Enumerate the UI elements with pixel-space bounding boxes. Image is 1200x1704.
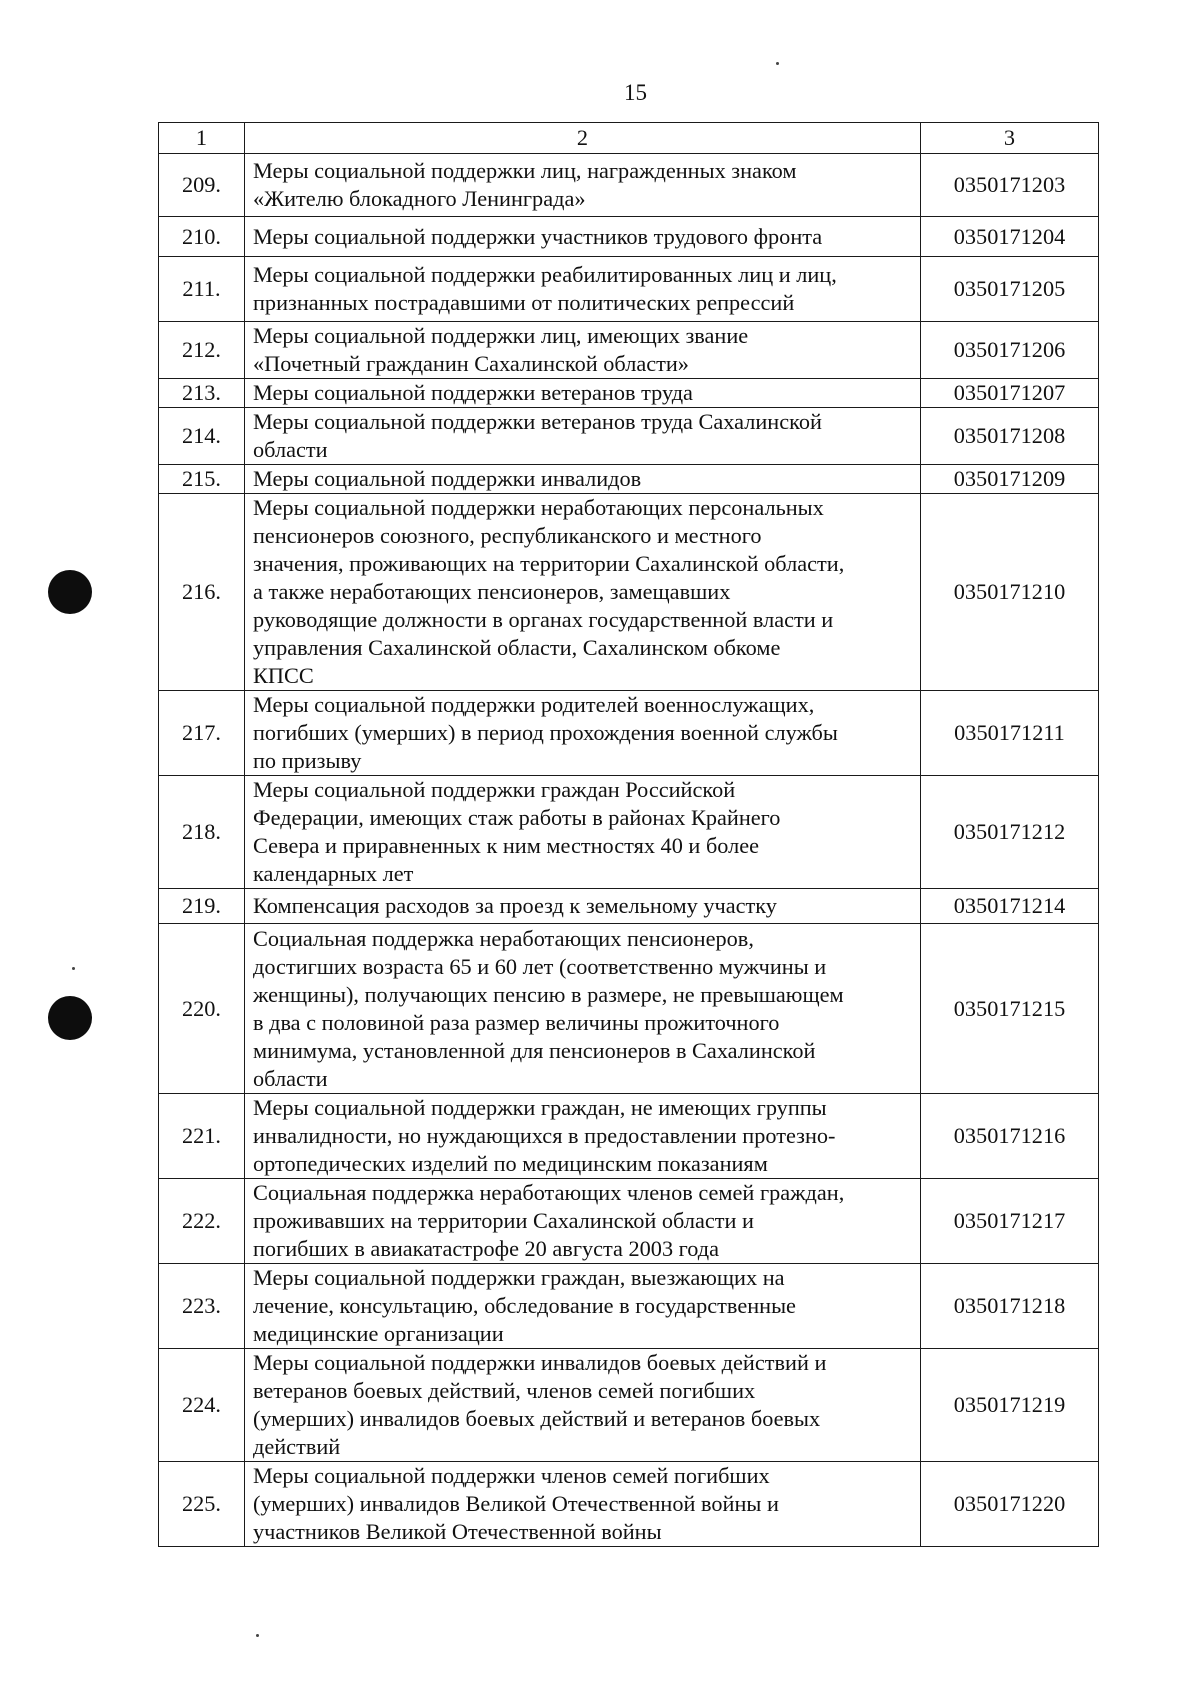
row-description: Меры социальной поддержки граждан Российской Федерации, имеющих стаж работы в районах Крайнего Севера и приравненных к ним местностях 40 и более календарных лет: [245, 776, 921, 889]
table-row: [159, 322, 1099, 379]
row-description: Меры социальной поддержки инвалидов: [245, 465, 921, 494]
table-row: [159, 257, 1099, 322]
row-code: 0350171211: [921, 691, 1099, 776]
punch-hole-mark-upper: [48, 570, 92, 614]
row-number: 223.: [159, 1264, 245, 1349]
header-col-3: 3: [921, 123, 1099, 154]
budget-code-table: [158, 122, 1099, 1547]
row-code: 0350171217: [921, 1179, 1099, 1264]
row-description: Меры социальной поддержки граждан, выезжающих на лечение, консультацию, обследование в государственные медицинские организации: [245, 1264, 921, 1349]
row-number: 225.: [159, 1462, 245, 1547]
table-row: [159, 1264, 1099, 1349]
row-number: 214.: [159, 408, 245, 465]
scan-speck: [72, 967, 75, 970]
row-description: Меры социальной поддержки инвалидов боевых действий и ветеранов боевых действий, членов семей погибших (умерших) инвалидов боевых действий и ветеранов боевых действий: [245, 1349, 921, 1462]
table-header-row: [159, 123, 1099, 154]
row-description: Социальная поддержка неработающих членов семей граждан, проживавших на территории Сахалинской области и погибших в авиакатастрофе 20 августа 2003 года: [245, 1179, 921, 1264]
punch-hole-mark-lower: [48, 996, 92, 1040]
row-description: Меры социальной поддержки неработающих персональных пенсионеров союзного, республиканского и местного значения, проживающих на территории Сахалинской области, а также неработающих пенсионеров, замещавших руководящие должности в органах государственной власти и управления Сахалинской области, Сахалинском обкоме КПСС: [245, 494, 921, 691]
row-description: Меры социальной поддержки членов семей погибших (умерших) инвалидов Великой Отечественной войны и участников Великой Отечественной войны: [245, 1462, 921, 1547]
header-col-2: 2: [245, 123, 921, 154]
row-code: 0350171219: [921, 1349, 1099, 1462]
table-row: [159, 1462, 1099, 1547]
table-row: [159, 154, 1099, 217]
table-row: [159, 691, 1099, 776]
header-col-1: 1: [159, 123, 245, 154]
row-description: Меры социальной поддержки лиц, имеющих звание «Почетный гражданин Сахалинской области»: [245, 322, 921, 379]
row-description: Меры социальной поддержки реабилитированных лиц и лиц, признанных пострадавшими от политических репрессий: [245, 257, 921, 322]
scan-speck: [256, 1634, 259, 1637]
row-code: 0350171205: [921, 257, 1099, 322]
row-number: 217.: [159, 691, 245, 776]
row-number: 212.: [159, 322, 245, 379]
scan-speck: [776, 62, 779, 65]
table-row: [159, 1179, 1099, 1264]
row-code: 0350171212: [921, 776, 1099, 889]
row-description: Меры социальной поддержки участников трудового фронта: [245, 217, 921, 257]
page-number: 15: [624, 80, 647, 105]
row-number: 216.: [159, 494, 245, 691]
table-row: [159, 379, 1099, 408]
row-number: 215.: [159, 465, 245, 494]
table-row: [159, 776, 1099, 889]
row-code: 0350171218: [921, 1264, 1099, 1349]
table-row: [159, 1094, 1099, 1179]
table-row: [159, 494, 1099, 691]
row-number: 211.: [159, 257, 245, 322]
row-description: Меры социальной поддержки лиц, награжденных знаком «Жителю блокадного Ленинграда»: [245, 154, 921, 217]
row-number: 224.: [159, 1349, 245, 1462]
row-number: 221.: [159, 1094, 245, 1179]
row-number: 220.: [159, 924, 245, 1094]
row-code: 0350171220: [921, 1462, 1099, 1547]
row-code: 0350171207: [921, 379, 1099, 408]
table-row: [159, 924, 1099, 1094]
row-number: 209.: [159, 154, 245, 217]
row-code: 0350171210: [921, 494, 1099, 691]
row-description: Меры социальной поддержки граждан, не имеющих группы инвалидности, но нуждающихся в предоставлении протезно- ортопедических изделий по медицинским показаниям: [245, 1094, 921, 1179]
row-code: 0350171206: [921, 322, 1099, 379]
row-number: 218.: [159, 776, 245, 889]
table-row: [159, 889, 1099, 924]
table-row: [159, 465, 1099, 494]
row-description: Меры социальной поддержки ветеранов труда Сахалинской области: [245, 408, 921, 465]
row-code: 0350171203: [921, 154, 1099, 217]
row-code: 0350171208: [921, 408, 1099, 465]
row-description: Меры социальной поддержки ветеранов труда: [245, 379, 921, 408]
row-number: 210.: [159, 217, 245, 257]
row-description: Социальная поддержка неработающих пенсионеров, достигших возраста 65 и 60 лет (соответственно мужчины и женщины), получающих пенсию в размере, не превышающем в два с половиной раза размер величины прожиточного минимума, установленной для пенсионеров в Сахалинской области: [245, 924, 921, 1094]
row-number: 222.: [159, 1179, 245, 1264]
table-row: [159, 217, 1099, 257]
table-row: [159, 1349, 1099, 1462]
row-code: 0350171204: [921, 217, 1099, 257]
table-row: [159, 408, 1099, 465]
row-description: Компенсация расходов за проезд к земельному участку: [245, 889, 921, 924]
row-code: 0350171209: [921, 465, 1099, 494]
row-code: 0350171214: [921, 889, 1099, 924]
row-code: 0350171215: [921, 924, 1099, 1094]
row-number: 213.: [159, 379, 245, 408]
row-number: 219.: [159, 889, 245, 924]
row-description: Меры социальной поддержки родителей военнослужащих, погибших (умерших) в период прохождения военной службы по призыву: [245, 691, 921, 776]
row-code: 0350171216: [921, 1094, 1099, 1179]
